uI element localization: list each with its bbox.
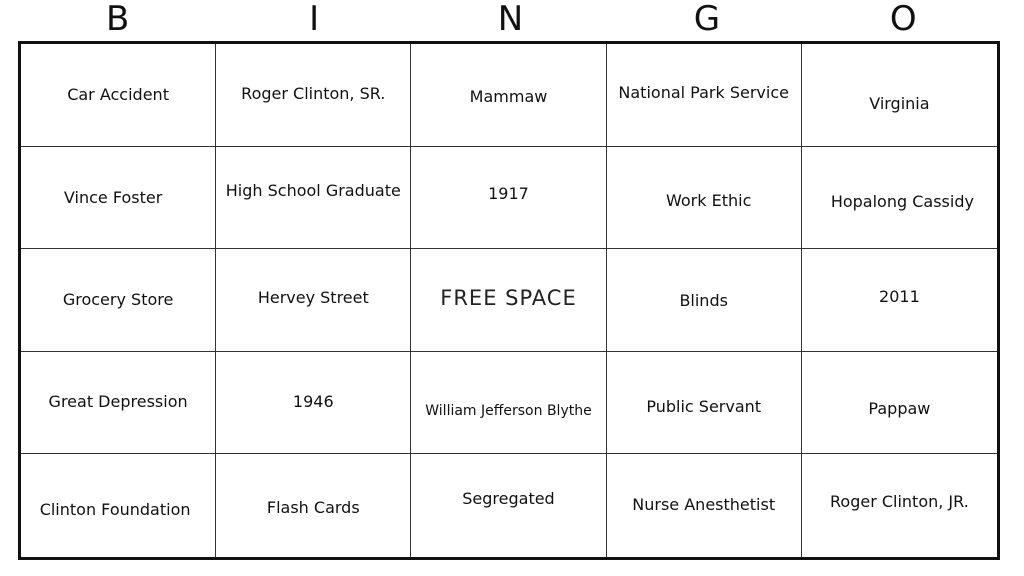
bingo-board bbox=[18, 41, 1000, 560]
header-letter-g: G bbox=[693, 0, 722, 39]
bingo-cell-r1-c5 bbox=[802, 44, 997, 147]
bingo-cell-r2-c3 bbox=[411, 147, 606, 250]
bingo-cell-r2-c4 bbox=[607, 147, 802, 250]
cell-label: Roger Clinton, SR. bbox=[241, 84, 386, 103]
cell-label: Great Depression bbox=[48, 391, 188, 411]
cell-label: Hervey Street bbox=[257, 288, 369, 308]
bingo-cell-r2-c1 bbox=[21, 147, 216, 250]
cell-label: Virginia bbox=[869, 94, 930, 113]
header-letter-i: I bbox=[309, 0, 321, 39]
cell-label: Work Ethic bbox=[666, 190, 752, 210]
bingo-cell-r3-c5 bbox=[802, 249, 997, 352]
cell-label: Blinds bbox=[679, 291, 728, 311]
header-letter-b: B bbox=[106, 0, 131, 39]
cell-label: High School Graduate bbox=[225, 180, 401, 200]
bingo-cell-r1-c1 bbox=[21, 44, 216, 147]
bingo-cell-r1-c2 bbox=[216, 44, 411, 147]
bingo-cell-r4-c1 bbox=[21, 352, 216, 455]
cell-label: Vince Foster bbox=[63, 187, 163, 207]
cell-label: Public Servant bbox=[646, 396, 762, 416]
cell-label: National Park Service bbox=[618, 83, 789, 102]
bingo-cell-r5-c5 bbox=[802, 454, 997, 557]
bingo-cell-r4-c5 bbox=[802, 352, 997, 455]
cell-label: Car Accident bbox=[67, 85, 169, 104]
bingo-cell-r3-c2 bbox=[216, 249, 411, 352]
cell-label: Pappaw bbox=[868, 398, 931, 418]
bingo-cell-r5-c1 bbox=[21, 454, 216, 557]
cell-label: Clinton Foundation bbox=[39, 500, 191, 520]
cell-label: Nurse Anesthetist bbox=[632, 495, 776, 515]
cell-label: 1946 bbox=[292, 391, 334, 411]
bingo-cell-r4-c2 bbox=[216, 352, 411, 455]
bingo-cell-r5-c2 bbox=[216, 454, 411, 557]
cell-label: Mammaw bbox=[469, 87, 548, 106]
cell-label: 2011 bbox=[879, 287, 920, 307]
free-space-cell bbox=[411, 249, 606, 352]
bingo-cell-r3-c4 bbox=[607, 249, 802, 352]
bingo-header bbox=[20, 0, 1002, 40]
cell-label: Roger Clinton, JR. bbox=[830, 492, 969, 512]
cell-label: William Jefferson Blythe bbox=[425, 402, 592, 419]
cell-label: Grocery Store bbox=[62, 290, 174, 310]
bingo-cell-r2-c5 bbox=[802, 147, 997, 250]
cell-label: Flash Cards bbox=[266, 498, 360, 518]
bingo-cell-r5-c4 bbox=[607, 454, 802, 557]
header-letter-o: O bbox=[889, 0, 918, 39]
bingo-cell-r2-c2 bbox=[216, 147, 411, 250]
bingo-cell-r1-c4 bbox=[607, 44, 802, 147]
free-space-label: FREE SPACE bbox=[440, 286, 577, 311]
bingo-cell-r3-c1 bbox=[21, 249, 216, 352]
bingo-cell-r5-c3 bbox=[411, 454, 606, 557]
cell-label: 1917 bbox=[488, 183, 529, 203]
header-letter-n: N bbox=[497, 0, 525, 39]
bingo-cell-r4-c3 bbox=[411, 352, 606, 455]
bingo-cell-r1-c3 bbox=[411, 44, 606, 147]
bingo-cell-r4-c4 bbox=[607, 352, 802, 455]
cell-label: Hopalong Cassidy bbox=[830, 191, 974, 211]
cell-label: Segregated bbox=[462, 489, 555, 509]
